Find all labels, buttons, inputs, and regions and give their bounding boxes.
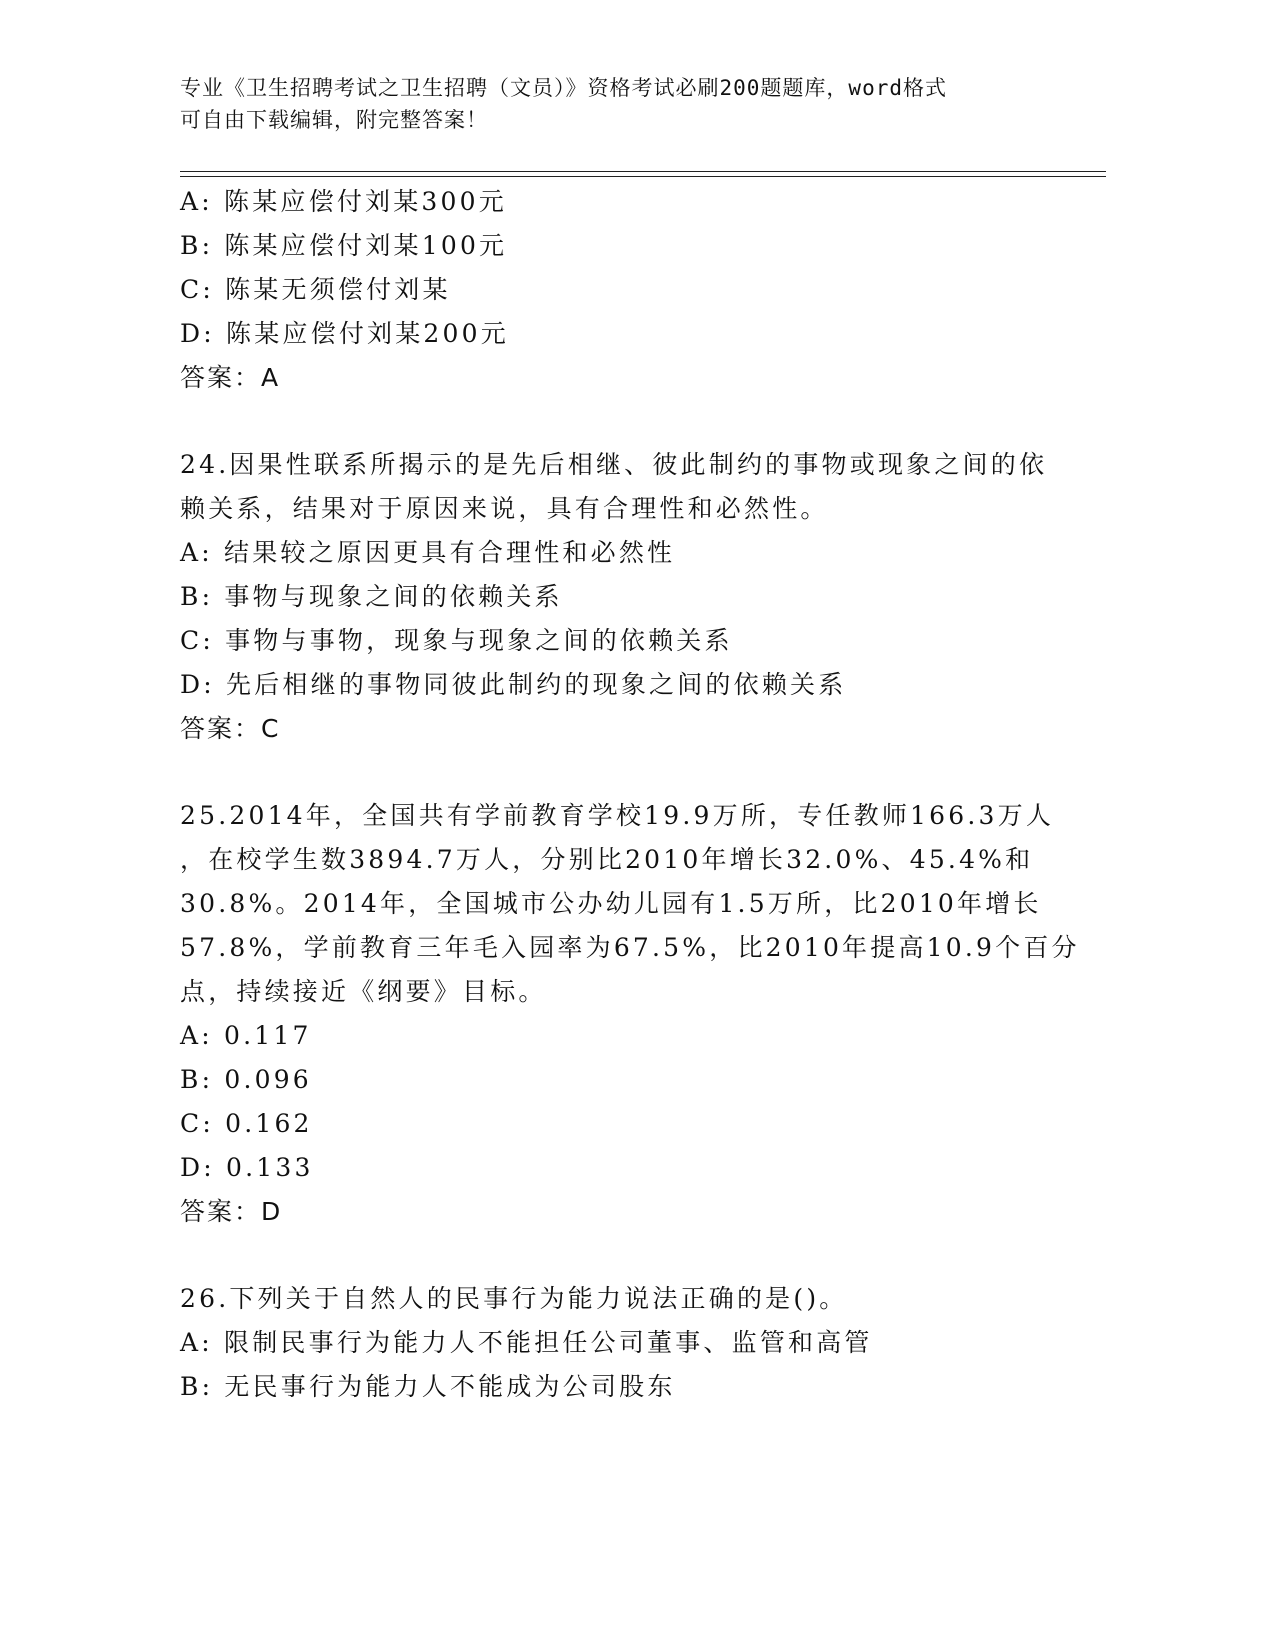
question-23 <box>180 180 1080 400</box>
header-title-line-1: 专业《卫生招聘考试之卫生招聘（文员）》资格考试必刷200题题库，word格式 <box>180 76 947 100</box>
spacer <box>180 1234 1080 1277</box>
option-d: D: 0.133 <box>180 1153 314 1182</box>
option-d: D: 陈某应偿付刘某200元 <box>180 319 509 348</box>
option-b: B: 无民事行为能力人不能成为公司股东 <box>180 1372 676 1401</box>
option-a: A: 结果较之原因更具有合理性和必然性 <box>180 538 676 567</box>
option-c: C: 0.162 <box>180 1109 313 1138</box>
question-stem: ，在校学生数3894.7万人，分别比2010年增长32.0%、45.4%和 <box>180 845 1034 874</box>
question-26 <box>180 1277 1080 1409</box>
document-header <box>180 72 1040 136</box>
option-a: A: 限制民事行为能力人不能担任公司董事、监管和高管 <box>180 1328 873 1357</box>
option-a: A: 0.117 <box>180 1021 312 1050</box>
answer: 答案：A <box>180 363 281 392</box>
answer: 答案：C <box>180 714 281 743</box>
question-stem: 24.因果性联系所揭示的是先后相继、彼此制约的事物或现象之间的依 <box>180 450 1048 479</box>
spacer <box>180 751 1080 794</box>
spacer <box>180 400 1080 443</box>
option-b: B: 0.096 <box>180 1065 312 1094</box>
header-title-line-2: 可自由下载编辑，附完整答案！ <box>180 108 488 132</box>
answer: 答案：D <box>180 1197 283 1226</box>
option-c: C: 事物与事物，现象与现象之间的依赖关系 <box>180 626 733 655</box>
option-a: A: 陈某应偿付刘某300元 <box>180 187 507 216</box>
header-divider-top <box>180 171 1106 172</box>
question-stem: 30.8%。2014年，全国城市公办幼儿园有1.5万所，比2010年增长 <box>180 889 1042 918</box>
question-stem: 25.2014年，全国共有学前教育学校19.9万所，专任教师166.3万人 <box>180 801 1055 830</box>
header-divider-bottom <box>180 176 1106 177</box>
question-stem: 点，持续接近《纲要》目标。 <box>180 977 547 1006</box>
option-d: D: 先后相继的事物同彼此制约的现象之间的依赖关系 <box>180 670 847 699</box>
question-stem: 赖关系，结果对于原因来说，具有合理性和必然性。 <box>180 494 829 523</box>
question-24 <box>180 443 1080 751</box>
option-b: B: 陈某应偿付刘某100元 <box>180 231 508 260</box>
question-25 <box>180 794 1080 1234</box>
question-list <box>180 180 1080 1409</box>
question-stem: 57.8%，学前教育三年毛入园率为67.5%，比2010年提高10.9个百分 <box>180 933 1080 962</box>
option-b: B: 事物与现象之间的依赖关系 <box>180 582 563 611</box>
option-c: C: 陈某无须偿付刘某 <box>180 275 451 304</box>
question-stem: 26.下列关于自然人的民事行为能力说法正确的是()。 <box>180 1284 848 1313</box>
